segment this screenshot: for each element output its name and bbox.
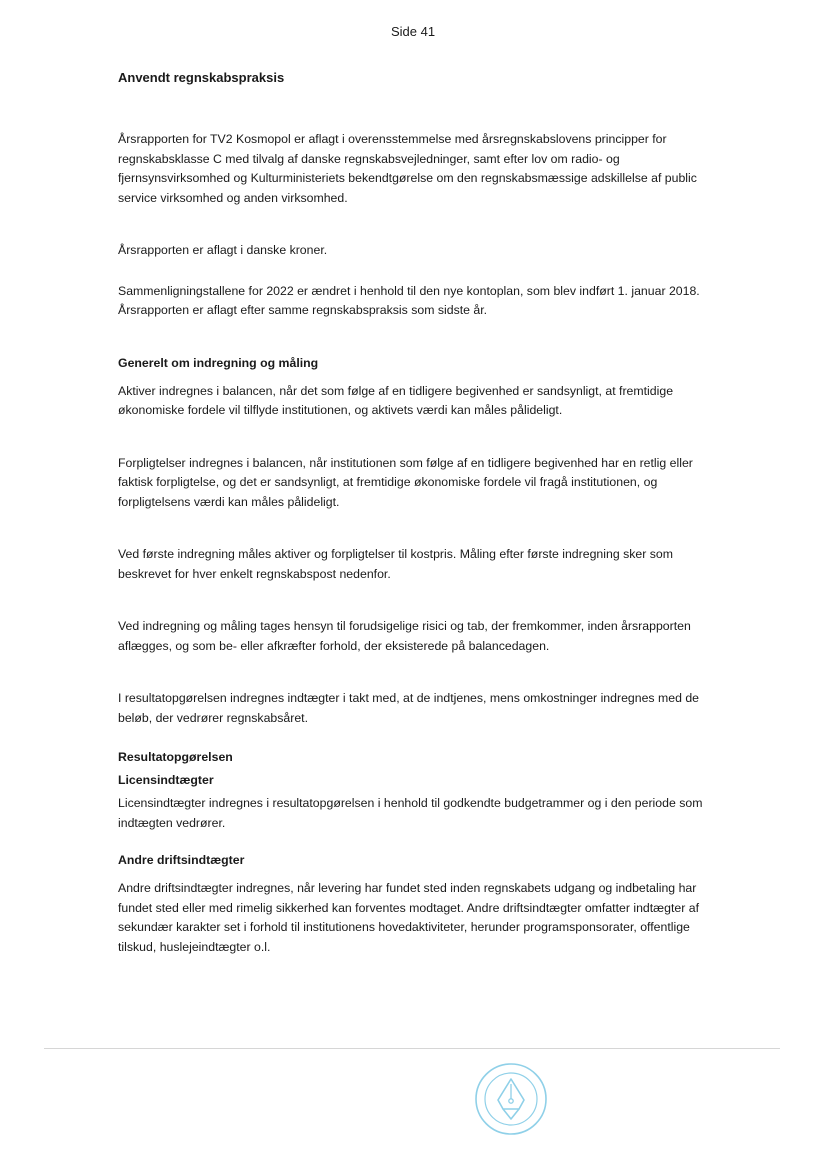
subsection-title-license: Licensindtægter [118, 773, 214, 787]
footer-rule [44, 1048, 780, 1049]
page-title: Anvendt regnskabspraksis [118, 70, 285, 85]
page-number: Side 41 [390, 24, 436, 39]
general-paragraph-1: Aktiver indregnes i balancen, når det som følge af en tidligere begivenhed er sandsynligt, at fremtidige økonomiske fordele vil tilflyde institutionen, og aktivets værdi kan måles pålideligt. [118, 383, 674, 417]
general-paragraph-3: Ved første indregning måles aktiver og forpligtelser til kostpris. Måling efter første indregning sker som beskrevet for hver enkelt regnskabspost nedenfor. [118, 547, 673, 581]
intro-paragraph-1: Årsrapporten for TV2 Kosmopol er aflagt i overensstemmelse med årsregnskabslovens principper for regnskabsklasse C med tilvalg af danske regnskabsvejledninger, samt efter lov om radio- og fjernsynsvirksomhed og Kulturministeriets bekendtgørelse om den regnskabsmæssige adskillelse af public service virksomhed og anden virksomhed. [118, 132, 697, 205]
intro-paragraph-3: Sammenligningstallene for 2022 er ændret i henhold til den nye kontoplan, som blev indført 1. januar 2018. Årsrapporten er aflagt efter samme regnskabspraksis som sidste år. [118, 283, 700, 317]
intro-paragraph-2: Årsrapporten er aflagt i danske kroner. [118, 243, 328, 257]
section-title-result: Resultatopgørelsen [118, 750, 233, 764]
general-paragraph-5: I resultatopgørelsen indregnes indtægter i takt med, at de indtjenes, mens omkostninger indregnes med de beløb, der vedrører regnskabsåret. [118, 691, 700, 725]
general-paragraph-4: Ved indregning og måling tages hensyn til forudsigelige risici og tab, der fremkommer, inden årsrapporten aflægges, og som be- eller afkræfter forhold, der eksisterede på balancedagen. [118, 619, 691, 653]
section-title-general: Generelt om indregning og måling [118, 355, 319, 370]
document-body [118, 68, 708, 957]
license-paragraph: Licensindtægter indregnes i resultatopgørelsen i henhold til godkendte budgetrammer og i den periode som indtægten vedrører. [118, 796, 703, 830]
subsection-title-other-income: Andre driftsindtægter [118, 853, 245, 867]
pen-nib-seal-icon [474, 1062, 548, 1136]
general-paragraph-2: Forpligtelser indregnes i balancen, når institutionen som følge af en tidligere begivenhed har en retlig eller faktisk forpligtelse, og det er sandsynligt, at fremtidige økonomiske fordele vil fragå institutionen, og forpligtelsens værdi kan måles pålideligt. [118, 455, 693, 509]
other-income-paragraph: Andre driftsindtægter indregnes, når levering har fundet sted inden regnskabets udgang og indbetaling har fundet sted eller med rimelig sikkerhed kan forventes modtaget. Andre driftsindtægter omfatter indtægter af sekundær karakter set i forhold til institutionens hovedaktiviteter, herunder programsponsorater, offentlige tilskud, huslejeindtægter o.l. [118, 881, 699, 954]
